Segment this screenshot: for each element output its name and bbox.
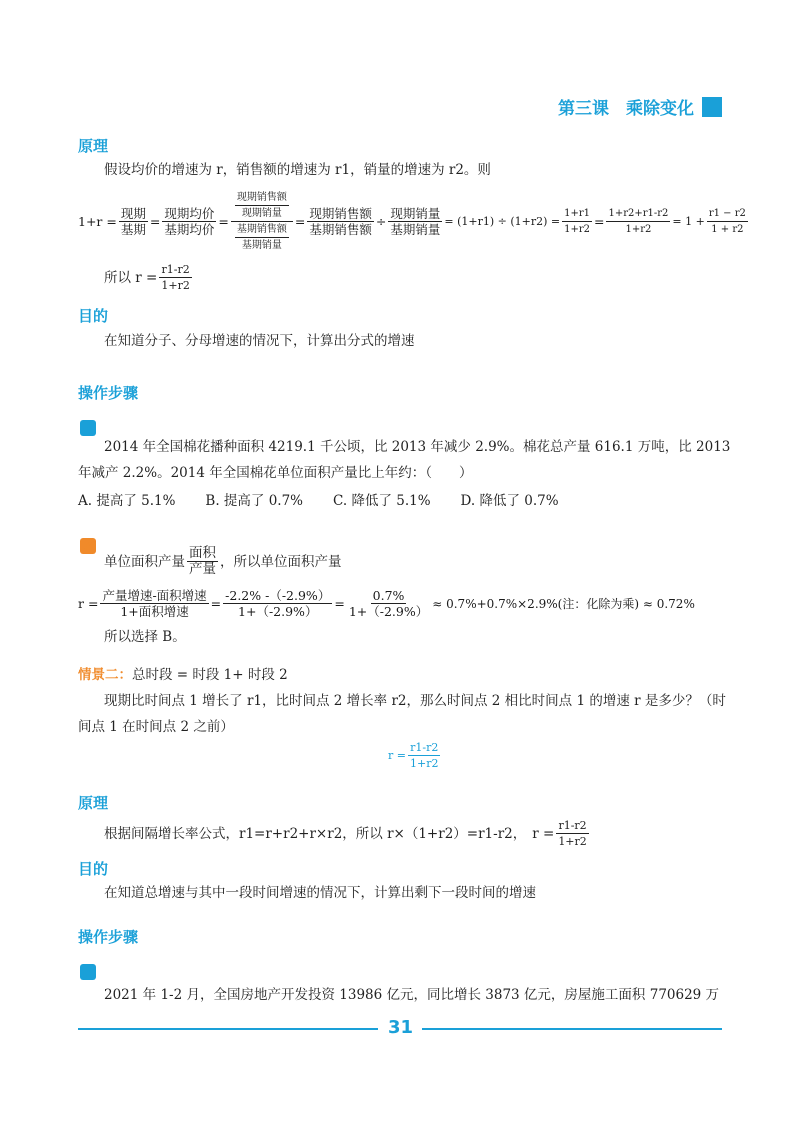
frac-3: $\frac{r1 - r2}{1 + r2}$ (708, 208, 746, 235)
chapter-header (558, 94, 722, 119)
solution-equation: r = $\frac{\text{产量增速-面积增速}}{\text{1+面积增速}}$ = $\frac{-2.2\% -(-2.9\%)}{1+(-2.9\%)}$ = $\frac{0.7\%}{1+(-2.9\%)}$ ≈ 0.7%+0.7%×2.9%(注：化除为乘) ≈ 0.72% (78, 588, 695, 619)
solution-tag: 解 (80, 538, 96, 554)
steps2-heading: 操作步骤 (78, 928, 139, 946)
frac-avg-price: $\frac{\text{现期均价}}{\text{基期均价}}$ (164, 206, 215, 237)
principle2-heading: 原理 (78, 794, 109, 812)
option-b: B. 提高了 0.7% (205, 493, 304, 509)
steps-heading: 操作步骤 (78, 384, 139, 402)
option-d: D. 降低了 0.7% (460, 493, 559, 509)
solution-line1: 单位面积产量 $\frac{\text{面积}}{\text{产量}}$ ，所以单位面积产量 (104, 545, 342, 577)
option-c: C. 降低了 5.1% (333, 493, 431, 509)
principle-intro: 假设均价的增速为 r，销售额的增速为 r1，销量的增速为 r2。则 (104, 162, 491, 178)
example2-line1: 2021 年 1-2 月，全国房地产开发投资 13986 亿元，同比增长 3873 亿元，房屋施工面积 770629 万 (104, 987, 720, 1003)
footer-rule-right (422, 1028, 722, 1030)
so-formula: 所以 r = $\frac{r1-r2}{1+r2}$ (104, 263, 190, 292)
header-square-icon (702, 97, 722, 117)
purpose-heading: 目的 (78, 307, 109, 325)
frac-2: $\frac{1+r2+r1-r2}{1+r2}$ (608, 208, 669, 235)
eq-lhs: 1+r = (78, 214, 117, 229)
ratio-equation: 1+r = $\frac{\text{现期}}{\text{基期}}$ = $\frac{\text{现期均价}}{\text{基期均价}}$ = $\frac{\frac{\text{现期销售额}}{\text{现期销量}}}{\frac{\text{基期销售额}}{\text{基期销量}}}$ = $\frac{\text{现期销售额}}{\text{基期销售额}}$ ÷ $\frac{\text{现期销量}}{\text{基期销量}}$ = (1+r1) ÷ (1+r2) = $\frac{1+r1}{1+r2}$ = $\frac{1+r2+r1-r2}{1+r2}$ = 1 + $\frac{r1 - r2}{1 + r2}$ (78, 192, 746, 251)
scene-two: 情景二：总时段 = 时段 1+ 时段 2 (78, 667, 288, 683)
purpose-text: 在知道分子、分母增速的情况下，计算出分式的增速 (104, 333, 415, 349)
frac-1: $\frac{1+r1}{1+r2}$ (564, 208, 590, 235)
scene-formula: r = $\frac{r1-r2}{1+r2}$ (388, 741, 439, 770)
example-tag: 例 (80, 420, 96, 436)
example-line2: 年减产 2.2%。2014 年全国棉花单位面积产量比上年约：（ ） (78, 465, 473, 481)
example-line1: 2014 年全国棉花播种面积 4219.1 千公顷，比 2013 年减少 2.9%。棉花总产量 616.1 万吨，比 2013 (104, 439, 731, 455)
example2-tag: 例 (80, 964, 96, 980)
purpose2-text: 在知道总增速与其中一段时间增速的情况下，计算出剩下一段时间的增速 (104, 885, 536, 901)
frac-period: $\frac{\text{现期}}{\text{基期}}$ (120, 206, 146, 237)
scene-question-line1: 现期比时间点 1 增长了 r1，比时间点 2 增长率 r2，那么时间点 2 相比时间点 1 的增速 r 是多少？（时 (104, 693, 726, 709)
solution-choice: 所以选择 B。 (104, 629, 186, 645)
frac-volume: $\frac{\text{现期销量}}{\text{基期销量}}$ (390, 206, 441, 237)
purpose2-heading: 目的 (78, 860, 109, 878)
footer-rule-left (78, 1028, 378, 1030)
option-a: A. 提高了 5.1% (78, 493, 176, 509)
principle-heading: 原理 (78, 137, 109, 155)
frac-sales: $\frac{\text{现期销售额}}{\text{基期销售额}}$ (309, 206, 372, 237)
frac-compound: $\frac{\frac{\text{现期销售额}}{\text{现期销量}}}{\frac{\text{基期销售额}}{\text{基期销量}}}$ (231, 190, 293, 253)
options-row (78, 490, 559, 512)
chapter-title: 第三课 乘除变化 (558, 99, 694, 119)
principle2-text: 根据间隔增长率公式，r1=r+r2+r×r2，所以 r×（1+r2）=r1-r2， r = $\frac{r1-r2}{1+r2}$ (104, 819, 587, 848)
page-number: 31 (388, 1017, 414, 1038)
scene-question-line2: 间点 1 在时间点 2 之前） (78, 719, 234, 735)
